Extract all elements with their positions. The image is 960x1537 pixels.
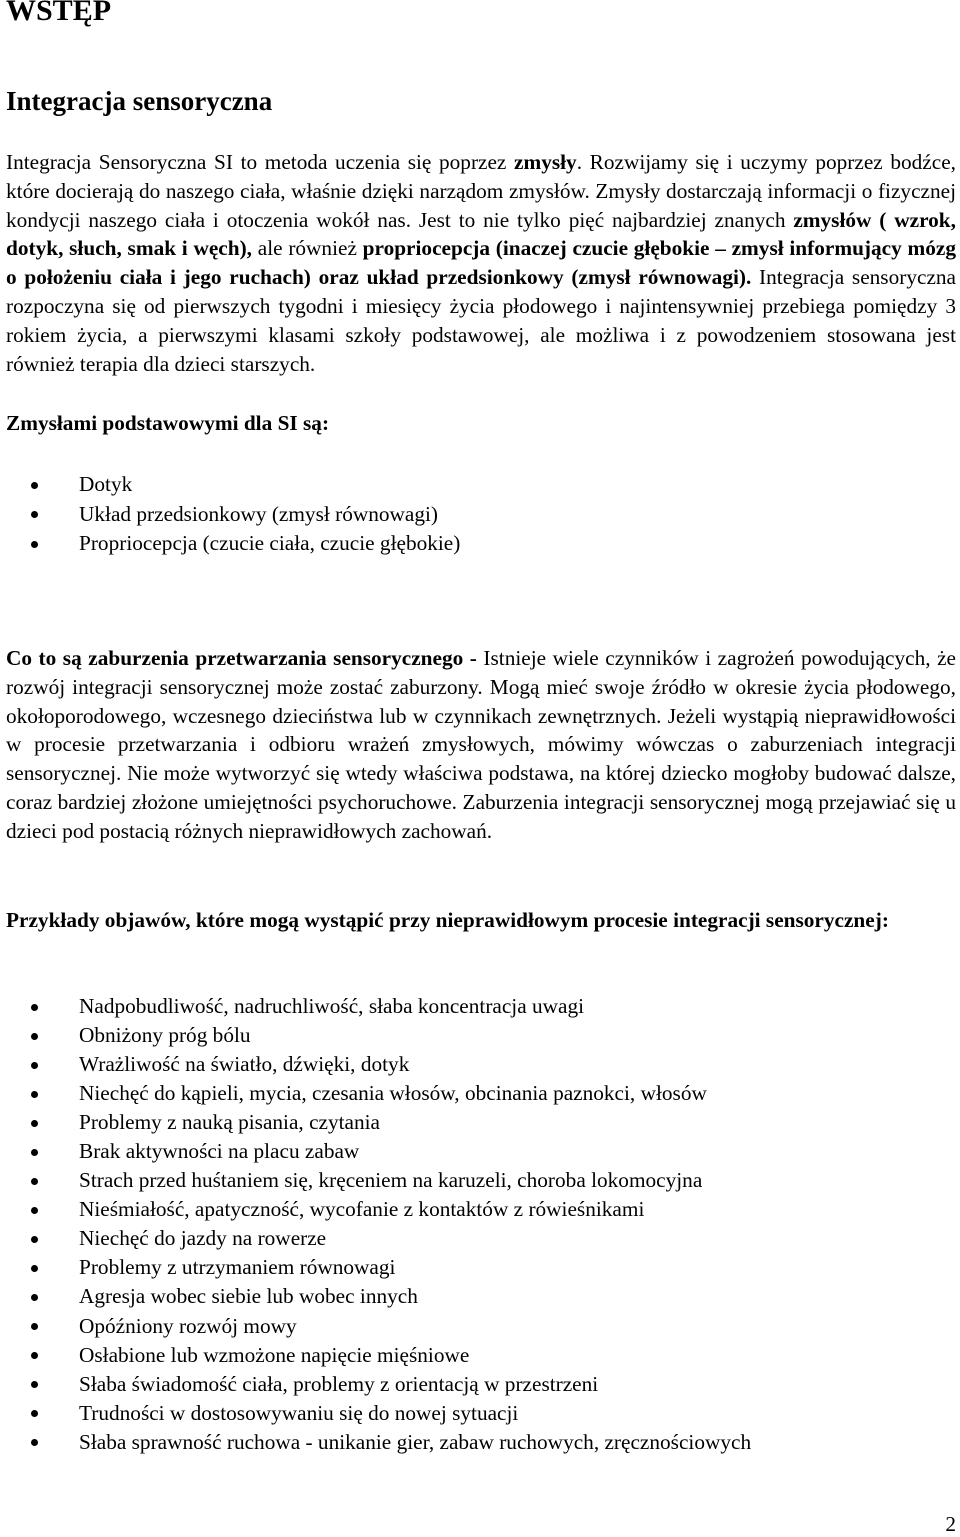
list-item xyxy=(6,1137,956,1166)
bullet-icon xyxy=(31,1294,38,1301)
bullet-icon xyxy=(31,1439,38,1446)
list-item-text: Strach przed huśtaniem się, kręceniem na karuzeli, choroba lokomocyjna xyxy=(79,1168,703,1193)
list-item xyxy=(6,1253,956,1282)
bullet-icon xyxy=(31,1033,38,1040)
list-item xyxy=(6,1399,956,1428)
list-item xyxy=(6,500,956,530)
bullet-icon xyxy=(31,1381,38,1388)
list-item-text: Problemy z utrzymaniem równowagi xyxy=(79,1255,396,1280)
list-item xyxy=(6,1166,956,1195)
bullet-icon xyxy=(31,1149,38,1156)
basic-senses-list xyxy=(6,470,956,559)
bullet-icon xyxy=(31,1352,38,1359)
intro-paragraph xyxy=(6,148,956,378)
list-item-text: Dotyk xyxy=(79,472,133,496)
list-item-text: Opóźniony rozwój mowy xyxy=(79,1313,297,1338)
list-item xyxy=(6,1312,956,1341)
disorders-bold: Co to są zaburzenia przetwarzania sensorycznego - xyxy=(6,646,477,670)
list-item-text: Agresja wobec siebie lub wobec innych xyxy=(79,1284,418,1309)
list-item-text: Wrażliwość na światło, dźwięki, dotyk xyxy=(79,1052,410,1077)
intro-bold-2: zmysłów ( wzrok, dotyk, słuch, smak i węch), xyxy=(6,207,956,261)
bullet-icon xyxy=(31,1004,38,1011)
bullet-icon xyxy=(31,511,38,518)
bullet-icon xyxy=(31,1207,38,1214)
list-item xyxy=(6,1341,956,1370)
list-item-text: Słaba świadomość ciała, problemy z orientacją w przestrzeni xyxy=(79,1371,599,1396)
list-item-text: Słaba sprawność ruchowa - unikanie gier, zabaw ruchowych, zręcznościowych xyxy=(79,1429,752,1454)
list-item xyxy=(6,1050,956,1079)
bullet-icon xyxy=(31,1323,38,1330)
list-item xyxy=(6,992,956,1021)
intro-bold-3: propriocepcja (inaczej czucie głębokie – zmysł informujący mózg o położeniu ciała i jego ruchach) oraz układ przedsionkowy (zmysł równowagi). xyxy=(6,236,957,290)
bullet-icon xyxy=(31,482,38,489)
bullet-icon xyxy=(31,1091,38,1098)
disorders-text: Istnieje wiele czynników i zagrożeń powodujących, że rozwój integracji sensorycznej może zostać zaburzony. Mogą mieć swoje źródło w okresie życia płodowego, okołoporodowego, wczesnego dzieciństwa lub w czynnikach zewnętrznych. Jeżeli wystąpią nieprawidłowości w procesie przetwarzania i odbioru wrażeń zmysłowych, mówimy wówczas o zaburzeniach integracji sensorycznej. Nie może wytworzyć się wtedy właściwa podstawa, na której dziecko mogłoby budować dalsze, coraz bardziej złożone umiejętności psychoruchowe. Zaburzenia integracji sensorycznej mogą przejawiać się u dzieci pod postacią różnych nieprawidłowych zachowań. xyxy=(6,646,956,843)
list-item-text: Problemy z nauką pisania, czytania xyxy=(79,1110,381,1135)
list-item-text: Brak aktywności na placu zabaw xyxy=(79,1139,360,1164)
list-item-text: Układ przedsionkowy (zmysł równowagi) xyxy=(79,501,439,526)
list-item xyxy=(6,470,956,500)
list-item-text: Niechęć do jazdy na rowerze xyxy=(79,1226,327,1251)
bullet-icon xyxy=(31,541,38,548)
disorders-paragraph xyxy=(6,644,956,846)
list-item xyxy=(6,1108,956,1137)
intro-bold-1: zmysły xyxy=(514,150,577,174)
list-item xyxy=(6,1370,956,1399)
list-item xyxy=(6,1079,956,1108)
page-number: 2 xyxy=(945,1512,956,1536)
list-item-text: Trudności w dostosowywaniu się do nowej sytuacji xyxy=(79,1400,519,1425)
list-item xyxy=(6,1195,956,1224)
list-item xyxy=(6,1224,956,1253)
bullet-icon xyxy=(31,1265,38,1272)
list-item xyxy=(6,529,956,559)
basic-senses-heading: Zmysłami podstawowymi dla SI są: xyxy=(6,411,330,435)
bullet-icon xyxy=(31,1062,38,1069)
list-item-text: Osłabione lub wzmożone napięcie mięśniowe xyxy=(79,1342,470,1367)
intro-text-4: Integracja sensoryczna rozpoczyna się od pierwszych tygodni i miesięcy życia płodowego i najintensywniej przebiega pomiędzy 3 rokiem życia, a pierwszymi klasami szkoły podstawowej, ale możliwa i z powodzeniem stosowana jest również terapia dla dzieci starszych. xyxy=(6,265,956,376)
list-item xyxy=(6,1428,956,1457)
bullet-icon xyxy=(31,1236,38,1243)
intro-text-2: . Rozwijamy się i uczymy poprzez bodźce, które docierają do naszego ciała, właśnie dzięki narządom zmysłów. Zmysły dostarczają informacji o fizycznej kondycji naszego ciała i otoczenia wokół nas. Jest to nie tylko pięć najbardziej znanych xyxy=(6,150,956,232)
symptoms-list xyxy=(6,992,956,1457)
symptoms-heading: Przykłady objawów, które mogą wystąpić przy nieprawidłowym procesie integracji sensorycznej: xyxy=(6,908,889,932)
bullet-icon xyxy=(31,1410,38,1417)
list-item-text: Nadpobudliwość, nadruchliwość, słaba koncentracja uwagi xyxy=(79,994,585,1018)
list-item-text: Obniżony próg bólu xyxy=(79,1023,251,1048)
list-item-text: Nieśmiałość, apatyczność, wycofanie z kontaktów z rówieśnikami xyxy=(79,1197,645,1222)
page-title: WSTĘP xyxy=(6,0,112,27)
section-title: Integracja sensoryczna xyxy=(6,86,273,116)
list-item xyxy=(6,1021,956,1050)
bullet-icon xyxy=(31,1120,38,1127)
list-item xyxy=(6,1282,956,1311)
intro-text-3: ale również xyxy=(252,236,363,261)
bullet-icon xyxy=(31,1178,38,1185)
list-item-text: Propriocepcja (czucie ciała, czucie głębokie) xyxy=(79,531,461,555)
list-item-text: Niechęć do kąpieli, mycia, czesania włosów, obcinania paznokci, włosów xyxy=(79,1081,707,1106)
intro-text-1: Integracja Sensoryczna SI to metoda uczenia się poprzez xyxy=(6,150,515,174)
